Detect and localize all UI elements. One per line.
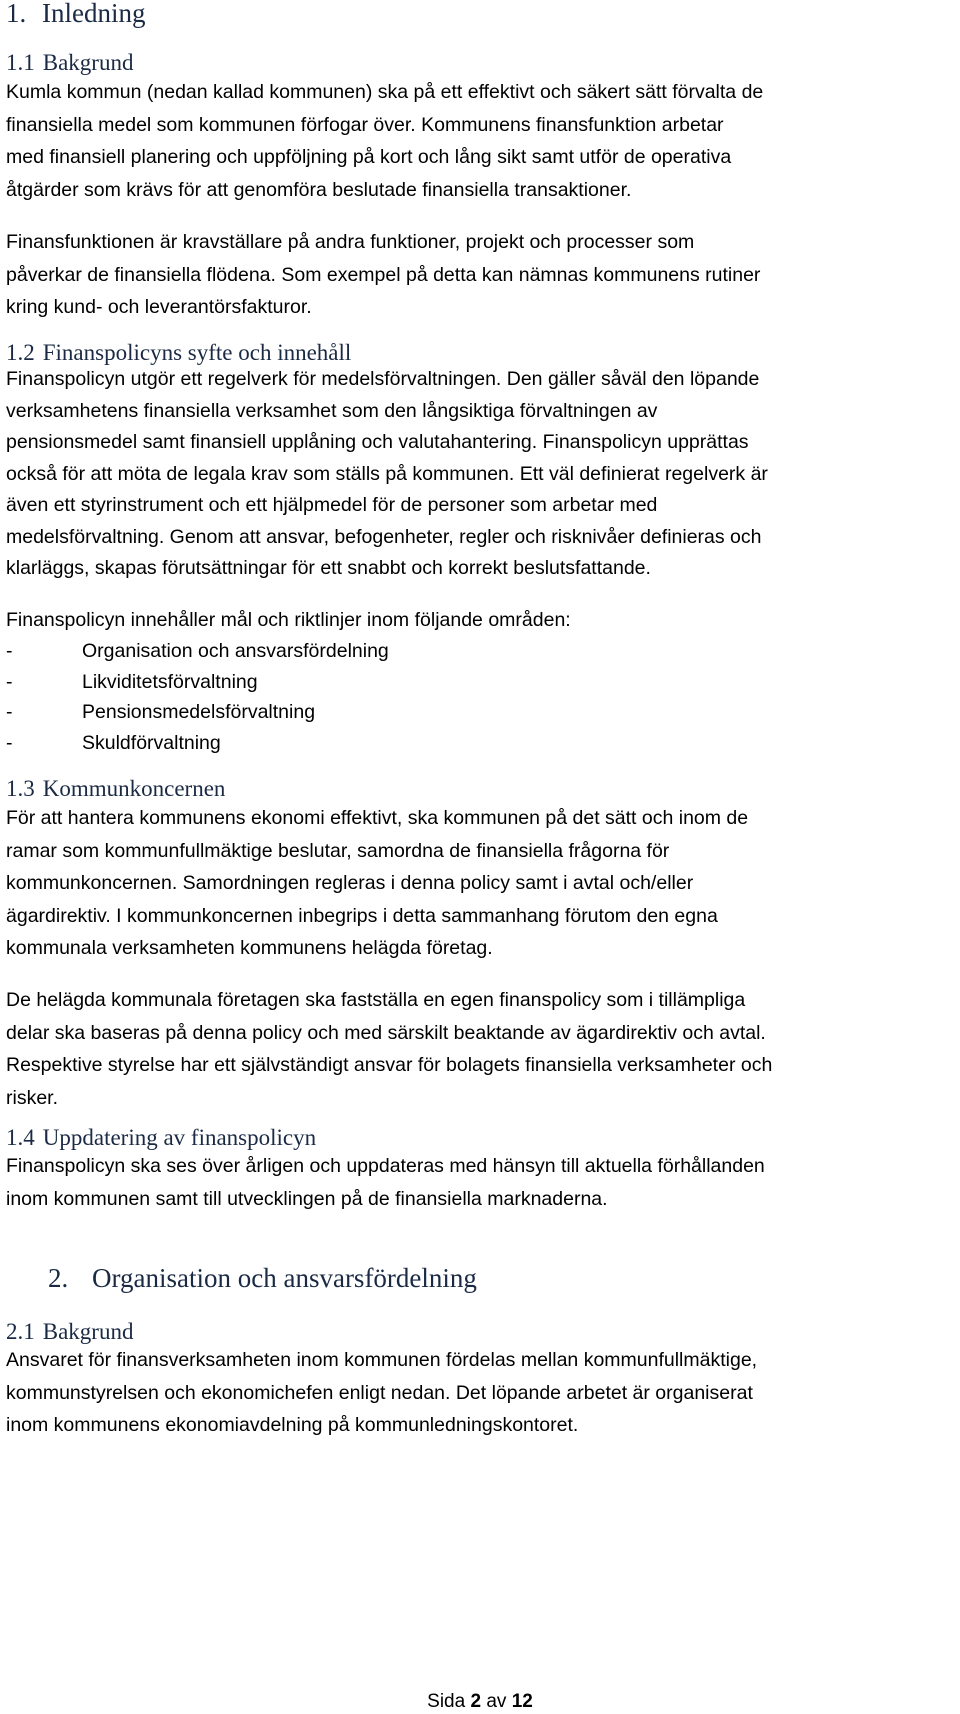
page-label: Sida [427, 1691, 466, 1712]
paragraph-1-4-a: Finanspolicyn ska ses över årligen och uppdateras med hänsyn till aktuella förhållanden inom kommunen samt till utvecklingen på de finansiella marknaderna. [6, 1155, 765, 1210]
list-item: - Likviditetsförvaltning [6, 670, 258, 693]
areas-list [6, 636, 389, 758]
current-page-number: 2 [470, 1691, 482, 1712]
paragraph-1-2-a: Finanspolicyn utgör ett regelverk för medelsförvaltningen. Den gäller såväl den löpande verksamhetens finansiella verksamhet som den långsiktiga förvaltningen av pensionsmedel samt finansiell upplåning och valutahantering. Finanspolicyn upprättas också för att möta de legala krav som ställs på kommunen. Ett väl definierat regelverk är även ett styrinstrument och ett hjälpmedel för de personer som arbetar med medelsförvaltning. Genom att ansvar, befogenheter, regler och risknivåer definieras och klarläggs, skapas förutsättningar för ett snabbt och korrekt beslutsfattande. [6, 368, 768, 579]
total-page-count: 12 [511, 1691, 533, 1712]
paragraph-1-1-b: Finansfunktionen är kravställare på andra funktioner, projekt och processer som påverkar de finansiella flödena. Som exempel på detta kan nämnas kommunens rutiner kring kund- och leverantörsfakturor. [6, 231, 761, 318]
heading-1-4-uppdatering: 1.4 Uppdatering av finanspolicyn [6, 1125, 317, 1150]
paragraph-1-1-a: Kumla kommun (nedan kallad kommunen) ska på ett effektivt och säkert sätt förvalta de finansiella medel som kommunen förfogar över. Kommunens finansfunktion arbetar med finansiell planering och uppföljning på kort och lång sikt samt utför de operativa åtgärder som krävs för att genomföra beslutade finansiella transaktioner. [6, 81, 764, 201]
heading-2-organisation: 2. Organisation och ansvarsfördelning [48, 1263, 477, 1293]
paragraph-2-1-a: Ansvaret för finansverksamheten inom kommunen fördelas mellan kommunfullmäktige, kommunstyrelsen och ekonomichefen enligt nedan. Det löpande arbetet är organiserat inom kommunens ekonomiavdelning på kommunledningskontoret. [6, 1349, 758, 1436]
heading-1-1-bakgrund: 1.1 Bakgrund [6, 50, 134, 75]
heading-1-inledning: 1. Inledning [6, 0, 146, 28]
page-footer [0, 1690, 960, 1714]
heading-1-2-finanspolicyns-syfte: 1.2 Finanspolicyns syfte och innehåll [6, 340, 352, 365]
list-intro: Finanspolicyn innehåller mål och riktlinjer inom följande områden: [6, 609, 571, 631]
paragraph-1-3-a: För att hantera kommunens ekonomi effektivt, ska kommunen på det sätt och inom de ramar som kommunfullmäktige beslutar, samordna de finansiella frågorna för kommunkoncernen. Samordningen regleras i denna policy samt i avtal och/eller ägardirektiv. I kommunkoncernen inbegrips i detta sammanhang förutom den egna kommunala verksamheten kommunens helägda företag. [6, 807, 749, 959]
paragraph-1-3-b: De helägda kommunala företagen ska fastställa en egen finanspolicy som i tillämpliga delar ska baseras på denna policy och med särskilt beaktande av ägardirektiv och avtal. Respektive styrelse har ett självständigt ansvar för bolagets finansiella verksamheter och risker. [6, 989, 773, 1109]
list-item: - Skuldförvaltning [6, 731, 221, 754]
list-item: - Organisation och ansvarsfördelning [6, 640, 389, 662]
list-item: - Pensionsmedelsförvaltning [6, 701, 316, 723]
heading-2-1-bakgrund: 2.1 Bakgrund [6, 1319, 134, 1344]
page-of-label: av [486, 1691, 507, 1712]
heading-1-3-kommunkoncernen: 1.3 Kommunkoncernen [6, 776, 226, 801]
